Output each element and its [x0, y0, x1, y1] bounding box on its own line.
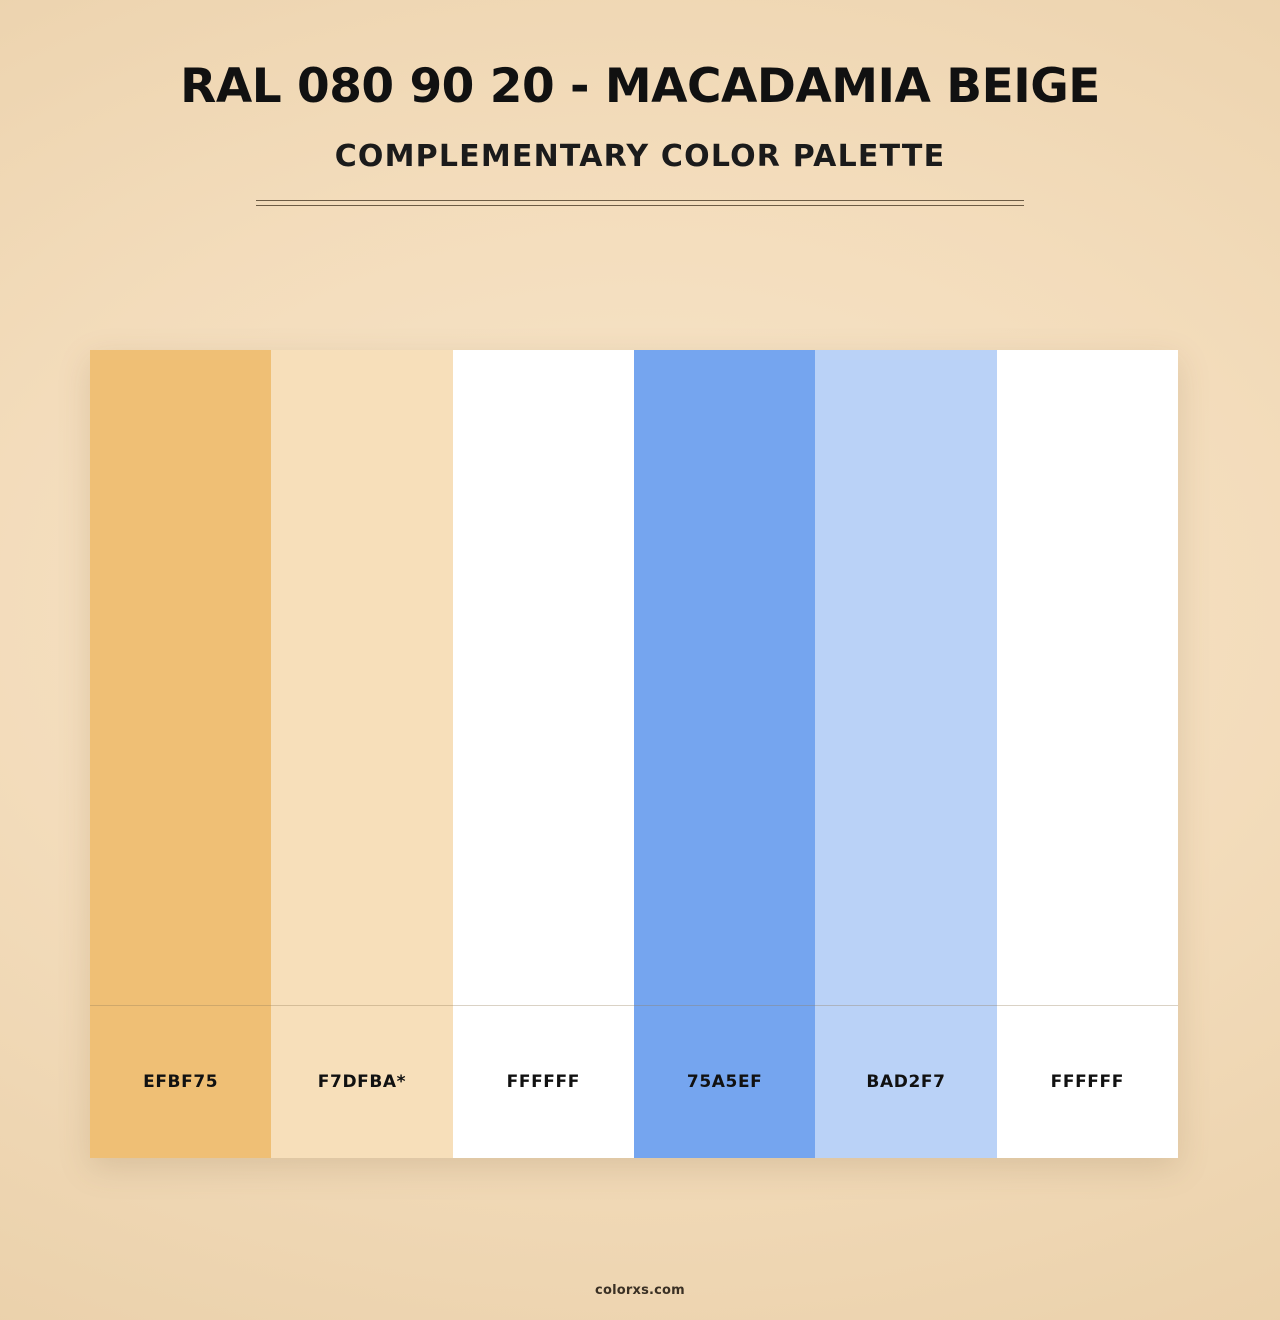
- swatch-hex-label: F7DFBA*: [317, 1072, 407, 1092]
- footer-source: colorxs.com: [595, 1283, 685, 1298]
- palette-container: [90, 350, 1178, 1158]
- swatch-color-area-3: [453, 350, 634, 1005]
- color-swatch[interactable]: [815, 350, 996, 1158]
- swatch-label-area-2: [271, 1005, 452, 1158]
- color-swatch[interactable]: [634, 350, 815, 1158]
- color-swatch[interactable]: [453, 350, 634, 1158]
- swatch-hex-label: BAD2F7: [866, 1072, 946, 1092]
- color-swatch[interactable]: [271, 350, 452, 1158]
- swatch-color-area-4: [634, 350, 815, 1005]
- color-palette: [90, 350, 1178, 1158]
- swatch-color-area-6: [997, 350, 1178, 1005]
- swatch-label-area-3: [453, 1005, 634, 1158]
- swatch-label-area-1: [90, 1005, 271, 1158]
- color-swatch[interactable]: [90, 350, 271, 1158]
- page-subtitle: COMPLEMENTARY COLOR PALETTE: [334, 139, 946, 175]
- page-header: [0, 0, 1280, 206]
- divider-wrapper: [0, 200, 1280, 206]
- swatch-color-area-5: [815, 350, 996, 1005]
- swatch-hex-label: 75A5EF: [686, 1072, 763, 1092]
- header-divider: [256, 200, 1024, 206]
- swatch-label-area-6: [997, 1005, 1178, 1158]
- color-swatch[interactable]: [997, 350, 1178, 1158]
- page-title: RAL 080 90 20 - MACADAMIA BEIGE: [180, 59, 1100, 114]
- swatch-hex-label: FFFFFF: [1050, 1072, 1124, 1092]
- swatch-label-area-4: [634, 1005, 815, 1158]
- swatch-color-area-1: [90, 350, 271, 1005]
- swatch-hex-label: FFFFFF: [506, 1072, 580, 1092]
- swatch-label-area-5: [815, 1005, 996, 1158]
- swatch-hex-label: EFBF75: [143, 1072, 219, 1092]
- swatch-color-area-2: [271, 350, 452, 1005]
